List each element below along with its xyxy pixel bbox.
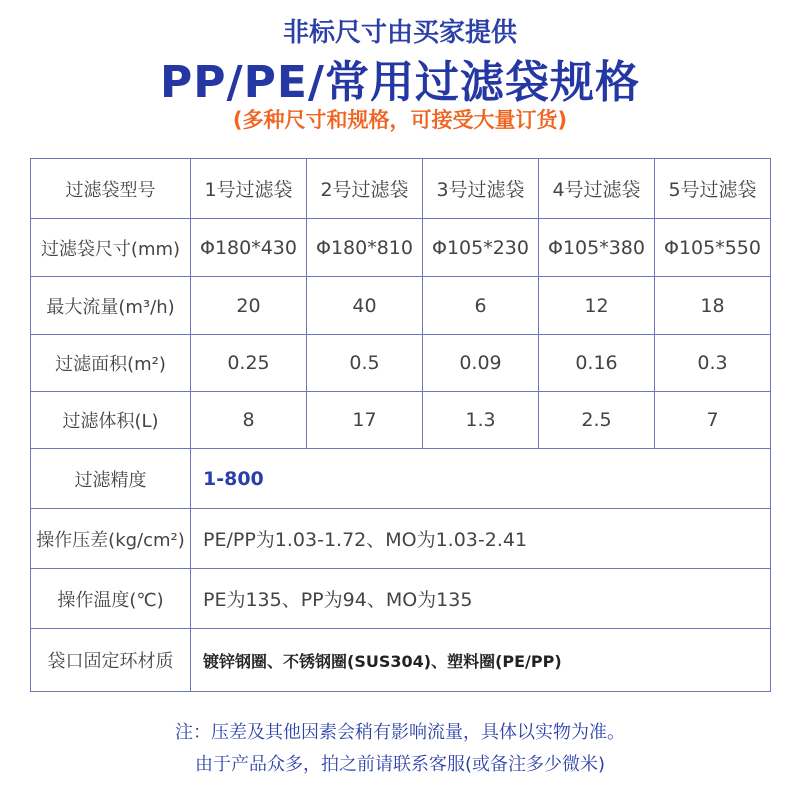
sub-title: (多种尺寸和规格，可接受大量订货) — [232, 108, 568, 132]
table-cell: Φ180*810 — [307, 219, 423, 277]
table-cell: 17 — [307, 392, 423, 449]
table-row — [31, 392, 771, 449]
table-row — [31, 335, 771, 392]
row-label: 过滤精度 — [31, 449, 191, 509]
table-cell: 0.3 — [655, 335, 771, 392]
row-label: 袋口固定环材质 — [31, 629, 191, 692]
table-cell: 40 — [307, 277, 423, 335]
table-cell: 20 — [191, 277, 307, 335]
table-cell: 18 — [655, 277, 771, 335]
table-row — [31, 277, 771, 335]
table-cell: 7 — [655, 392, 771, 449]
precision-value: 1-800 — [191, 449, 771, 509]
row-label: 操作温度(℃) — [31, 569, 191, 629]
table-cell: 0.16 — [539, 335, 655, 392]
table-cell: Φ105*550 — [655, 219, 771, 277]
main-title: PP/PE/常用过滤袋规格 — [160, 57, 640, 108]
row-label: 最大流量(m³/h) — [31, 277, 191, 335]
ring-material-value: 镀锌钢圈、不锈钢圈(SUS304)、塑料圈(PE/PP) — [191, 629, 771, 692]
precision-row — [31, 449, 771, 509]
table-row — [31, 219, 771, 277]
ring-material-row — [31, 629, 771, 692]
table-cell: 0.25 — [191, 335, 307, 392]
pressure-value: PE/PP为1.03-1.72、MO为1.03-2.41 — [191, 509, 771, 569]
header-cell: 4号过滤袋 — [539, 159, 655, 219]
table-cell: 6 — [423, 277, 539, 335]
footnote-1: 注：压差及其他因素会稍有影响流量，具体以实物为准。 — [175, 722, 625, 743]
row-label: 过滤袋尺寸(mm) — [31, 219, 191, 277]
table-cell: Φ105*380 — [539, 219, 655, 277]
table-cell: 0.5 — [307, 335, 423, 392]
temperature-value: PE为135、PP为94、MO为135 — [191, 569, 771, 629]
table-cell: 8 — [191, 392, 307, 449]
table-cell: 1.3 — [423, 392, 539, 449]
header-cell: 5号过滤袋 — [655, 159, 771, 219]
table-cell: 2.5 — [539, 392, 655, 449]
header-cell: 2号过滤袋 — [307, 159, 423, 219]
table-header-row — [31, 159, 771, 219]
row-label: 过滤面积(m²) — [31, 335, 191, 392]
table-cell: 12 — [539, 277, 655, 335]
spec-table — [30, 158, 771, 692]
footnote-2: 由于产品众多，拍之前请联系客服(或备注多少微米) — [194, 754, 606, 775]
header-cell: 1号过滤袋 — [191, 159, 307, 219]
header-cell: 3号过滤袋 — [423, 159, 539, 219]
top-title: 非标尺寸由买家提供 — [282, 18, 517, 48]
header-cell: 过滤袋型号 — [31, 159, 191, 219]
table-cell: Φ180*430 — [191, 219, 307, 277]
table-cell: 0.09 — [423, 335, 539, 392]
row-label: 过滤体积(L) — [31, 392, 191, 449]
table-cell: Φ105*230 — [423, 219, 539, 277]
temperature-row — [31, 569, 771, 629]
row-label: 操作压差(kg/cm²) — [31, 509, 191, 569]
pressure-row — [31, 509, 771, 569]
